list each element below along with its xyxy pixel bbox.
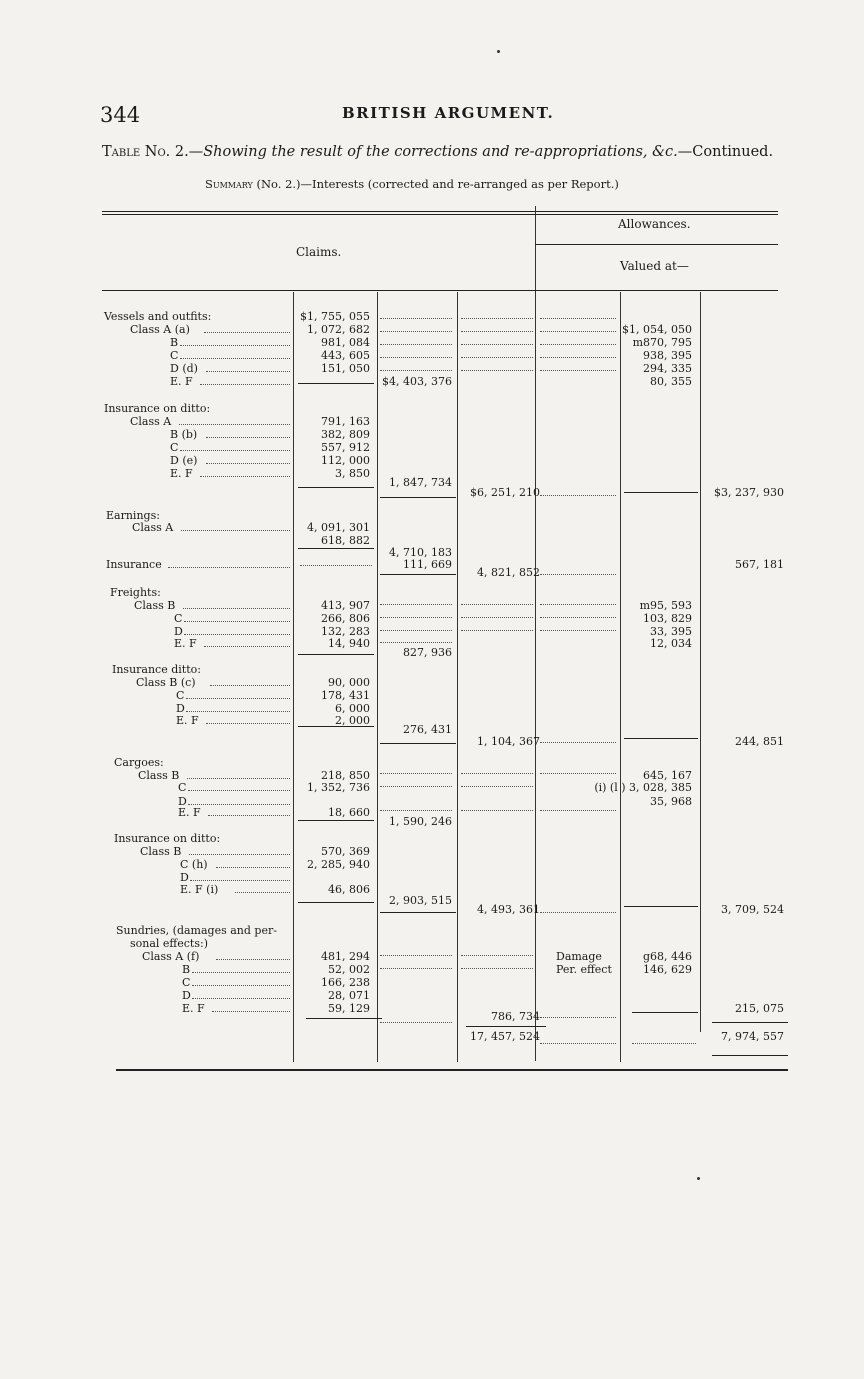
row-label: Cargoes: bbox=[114, 756, 164, 769]
row-label: Insurance on ditto: bbox=[114, 832, 221, 845]
row-leader bbox=[216, 959, 290, 960]
cell-c5: 33, 395 bbox=[650, 625, 692, 638]
row-leader bbox=[186, 711, 290, 712]
row-label: D bbox=[176, 702, 185, 715]
row-label: E. F (i) bbox=[180, 883, 219, 896]
row-leader bbox=[189, 854, 290, 855]
subtotal-rule bbox=[466, 1026, 546, 1027]
cell-c5: g68, 446 bbox=[642, 950, 692, 963]
cell-c2: 111, 669 bbox=[403, 558, 452, 571]
row-leader bbox=[184, 621, 290, 622]
cell-c1: 266, 806 bbox=[321, 612, 370, 625]
row-label: C bbox=[174, 612, 183, 625]
row-label: C bbox=[170, 441, 179, 454]
claims-header: Claims. bbox=[296, 245, 342, 259]
table-row bbox=[0, 924, 864, 937]
row-leader bbox=[179, 424, 290, 425]
table-row bbox=[0, 521, 864, 534]
cell-c1: 132, 283 bbox=[321, 625, 370, 638]
table-row bbox=[0, 1030, 864, 1043]
running-head: BRITISH ARGUMENT. bbox=[342, 104, 555, 122]
row-label: D bbox=[180, 871, 189, 884]
cell-c2: 276, 431 bbox=[403, 723, 452, 736]
row-label: Class A (a) bbox=[130, 323, 190, 336]
row-label: C bbox=[178, 781, 187, 794]
row-leader bbox=[180, 358, 290, 359]
subtotal-rule bbox=[712, 1055, 788, 1056]
table-row bbox=[0, 963, 864, 976]
row-label: Class A bbox=[132, 521, 174, 534]
table-row bbox=[0, 756, 864, 769]
row-leader bbox=[216, 867, 290, 868]
cell-c3: 17, 457, 524 bbox=[470, 1030, 540, 1043]
cell-c4: Damage bbox=[556, 950, 602, 963]
cell-c6: 567, 181 bbox=[735, 558, 784, 571]
row-leader bbox=[187, 778, 290, 779]
row-label: E. F bbox=[170, 467, 193, 480]
cell-c3: 4, 821, 852 bbox=[477, 566, 540, 579]
cell-c3: 1, 104, 367 bbox=[477, 735, 540, 748]
row-leader bbox=[180, 345, 290, 346]
row-label: B bbox=[182, 963, 191, 976]
cell-c2: 4, 710, 183 bbox=[389, 546, 452, 559]
table-row bbox=[0, 375, 864, 388]
cell-c1: 481, 294 bbox=[321, 950, 370, 963]
cell-c1: 1, 352, 736 bbox=[307, 781, 370, 794]
row-label: C (h) bbox=[180, 858, 208, 871]
cell-c1: 382, 809 bbox=[321, 428, 370, 441]
row-label: C bbox=[170, 349, 179, 362]
row-leader bbox=[206, 437, 290, 438]
table-row bbox=[0, 362, 864, 375]
cell-c6: 215, 075 bbox=[735, 1002, 784, 1015]
table-row bbox=[0, 858, 864, 871]
cell-c1: 52, 002 bbox=[328, 963, 370, 976]
cell-c5: 103, 829 bbox=[643, 612, 692, 625]
row-leader bbox=[206, 371, 290, 372]
cell-c5: 12, 034 bbox=[650, 637, 692, 650]
cell-c1: 4, 091, 301 bbox=[307, 521, 370, 534]
cell-c2: 1, 590, 246 bbox=[389, 815, 452, 828]
cell-c6: 244, 851 bbox=[735, 735, 784, 748]
header-bottom-rule bbox=[102, 290, 778, 291]
table-row bbox=[0, 676, 864, 689]
row-label: Class A bbox=[130, 415, 172, 428]
table-row bbox=[0, 566, 864, 579]
cell-c1: 14, 940 bbox=[328, 637, 370, 650]
table-row bbox=[0, 832, 864, 845]
table-row bbox=[0, 689, 864, 702]
table-row bbox=[0, 976, 864, 989]
row-label: C bbox=[176, 689, 185, 702]
row-label: sonal effects:) bbox=[130, 937, 208, 950]
cell-c3: 4, 493, 361 bbox=[477, 903, 540, 916]
cell-c1: 46, 806 bbox=[328, 883, 370, 896]
row-label: D (d) bbox=[170, 362, 198, 375]
row-label: Class B bbox=[134, 599, 176, 612]
row-label: Insurance on ditto: bbox=[104, 402, 211, 415]
table-row bbox=[0, 586, 864, 599]
table-row bbox=[0, 646, 864, 659]
row-leader bbox=[210, 685, 290, 686]
cell-c1: 791, 163 bbox=[321, 415, 370, 428]
table-row bbox=[0, 950, 864, 963]
cell-c3: 786, 734 bbox=[491, 1010, 540, 1023]
row-label: D bbox=[182, 989, 191, 1002]
row-leader bbox=[192, 972, 290, 973]
row-leader bbox=[181, 530, 290, 531]
table-top-rule-2 bbox=[102, 214, 778, 215]
table-row bbox=[0, 428, 864, 441]
row-label: C bbox=[182, 976, 191, 989]
table-row bbox=[0, 402, 864, 415]
leader bbox=[632, 1043, 696, 1044]
cell-c2: 1, 847, 734 bbox=[389, 476, 452, 489]
row-label: D bbox=[174, 625, 183, 638]
table-row bbox=[0, 815, 864, 828]
table-row bbox=[0, 441, 864, 454]
cell-c2: $4, 403, 376 bbox=[382, 375, 452, 388]
cell-c1: 178, 431 bbox=[321, 689, 370, 702]
table-row bbox=[0, 903, 864, 916]
table-row bbox=[0, 1010, 864, 1023]
cell-c2: 827, 936 bbox=[403, 646, 452, 659]
row-leader bbox=[188, 804, 290, 805]
row-leader bbox=[235, 892, 290, 893]
cell-c6: 3, 709, 524 bbox=[721, 903, 784, 916]
cell-c1: 28, 071 bbox=[328, 989, 370, 1002]
page-number: 344 bbox=[100, 103, 141, 127]
cell-c1: 112, 000 bbox=[321, 454, 370, 467]
cell-c1: 2, 000 bbox=[335, 714, 370, 727]
table-row bbox=[0, 781, 864, 794]
table-row bbox=[0, 323, 864, 336]
table-row bbox=[0, 599, 864, 612]
row-leader bbox=[184, 634, 290, 635]
row-leader bbox=[190, 880, 290, 881]
allowances-subrule bbox=[535, 244, 778, 245]
summary-label: Summary bbox=[205, 177, 253, 191]
table-row bbox=[0, 486, 864, 499]
row-label: B bbox=[170, 336, 179, 349]
row-leader bbox=[183, 608, 290, 609]
scan-speck bbox=[697, 1177, 700, 1180]
table-top-rule bbox=[102, 211, 778, 212]
leader bbox=[540, 1043, 616, 1044]
cell-c5: 35, 968 bbox=[650, 795, 692, 808]
cell-c5: (i) (l ) 3, 028, 385 bbox=[594, 781, 692, 794]
valued-at-header: Valued at— bbox=[620, 259, 689, 273]
cell-c3: $6, 251, 210 bbox=[470, 486, 540, 499]
cell-c6: $3, 237, 930 bbox=[714, 486, 784, 499]
cell-c1: 443, 605 bbox=[321, 349, 370, 362]
row-label: Freights: bbox=[110, 586, 161, 599]
cell-c1: 570, 369 bbox=[321, 845, 370, 858]
cell-c5: 146, 629 bbox=[643, 963, 692, 976]
table-row bbox=[0, 612, 864, 625]
cell-c1: 618, 882 bbox=[321, 534, 370, 547]
cell-c1: 3, 850 bbox=[335, 467, 370, 480]
cell-c1: 413, 907 bbox=[321, 599, 370, 612]
row-label: E. F bbox=[174, 637, 197, 650]
row-label: E. F bbox=[170, 375, 193, 388]
table-summary bbox=[205, 177, 619, 191]
cell-c1: 2, 285, 940 bbox=[307, 858, 370, 871]
table-row bbox=[0, 310, 864, 323]
cell-c5: m870, 795 bbox=[632, 336, 692, 349]
table-row bbox=[0, 336, 864, 349]
table-row bbox=[0, 663, 864, 676]
row-label: D bbox=[178, 795, 187, 808]
cell-c5: m95, 593 bbox=[639, 599, 692, 612]
row-label: B (b) bbox=[170, 428, 198, 441]
cell-c1: 557, 912 bbox=[321, 441, 370, 454]
cell-c5: 294, 335 bbox=[643, 362, 692, 375]
cell-c6: 7, 974, 557 bbox=[721, 1030, 784, 1043]
table-row bbox=[0, 349, 864, 362]
cell-c1: 151, 050 bbox=[321, 362, 370, 375]
row-label: Insurance bbox=[106, 558, 162, 571]
table-title-label: Table No. 2. bbox=[102, 144, 189, 160]
allowances-header: Allowances. bbox=[618, 217, 691, 231]
cell-c1: 6, 000 bbox=[335, 702, 370, 715]
row-leader bbox=[192, 985, 290, 986]
cell-c1: 218, 850 bbox=[321, 769, 370, 782]
cell-c1: $1, 755, 055 bbox=[300, 310, 370, 323]
table-bottom-rule bbox=[116, 1069, 788, 1071]
row-label: Earnings: bbox=[106, 509, 160, 522]
table-row bbox=[0, 454, 864, 467]
table-title-tail: Continued. bbox=[692, 144, 774, 160]
row-label: Class B (c) bbox=[136, 676, 196, 689]
table-row bbox=[0, 989, 864, 1002]
cell-c1: 166, 238 bbox=[321, 976, 370, 989]
row-label: E. F bbox=[182, 1002, 205, 1015]
cell-c5: $1, 054, 050 bbox=[622, 323, 692, 336]
cell-c5: 645, 167 bbox=[643, 769, 692, 782]
row-label: Insurance ditto: bbox=[112, 663, 201, 676]
row-leader bbox=[192, 998, 290, 999]
row-label: Sundries, (damages and per- bbox=[116, 924, 277, 937]
cell-c5: 938, 395 bbox=[643, 349, 692, 362]
table-row bbox=[0, 937, 864, 950]
row-label: Vessels and outfits: bbox=[104, 310, 212, 323]
row-label: Class B bbox=[140, 845, 182, 858]
row-leader bbox=[188, 790, 290, 791]
cell-c1: 59, 129 bbox=[328, 1002, 370, 1015]
row-leader bbox=[200, 384, 290, 385]
table-title: Table No. 2.—Showing the result of the corrections and re-appropriations, &c.—Continued. bbox=[102, 144, 774, 160]
row-label: E. F bbox=[176, 714, 199, 727]
cell-c4: Per. effect bbox=[556, 963, 612, 976]
scan-speck bbox=[497, 50, 500, 53]
cell-c2: 2, 903, 515 bbox=[389, 894, 452, 907]
table-row bbox=[0, 415, 864, 428]
cell-c1: 18, 660 bbox=[328, 806, 370, 819]
row-label: Class A (f) bbox=[142, 950, 200, 963]
table-row bbox=[0, 735, 864, 748]
cell-c1: 981, 084 bbox=[321, 336, 370, 349]
row-leader bbox=[180, 450, 290, 451]
cell-c1: 90, 000 bbox=[328, 676, 370, 689]
row-label: D (e) bbox=[170, 454, 198, 467]
table-row bbox=[0, 845, 864, 858]
row-label: Class B bbox=[138, 769, 180, 782]
summary-text: (No. 2.)—Interests (corrected and re-arranged as per Report.) bbox=[256, 177, 619, 191]
row-leader bbox=[204, 332, 290, 333]
cell-c1: 1, 072, 682 bbox=[307, 323, 370, 336]
row-leader bbox=[206, 463, 290, 464]
table-title-italic: Showing the result of the corrections and re-appropriations, &c. bbox=[203, 144, 678, 160]
row-leader bbox=[186, 698, 290, 699]
cell-c5: 80, 355 bbox=[650, 375, 692, 388]
row-label: E. F bbox=[178, 806, 201, 819]
